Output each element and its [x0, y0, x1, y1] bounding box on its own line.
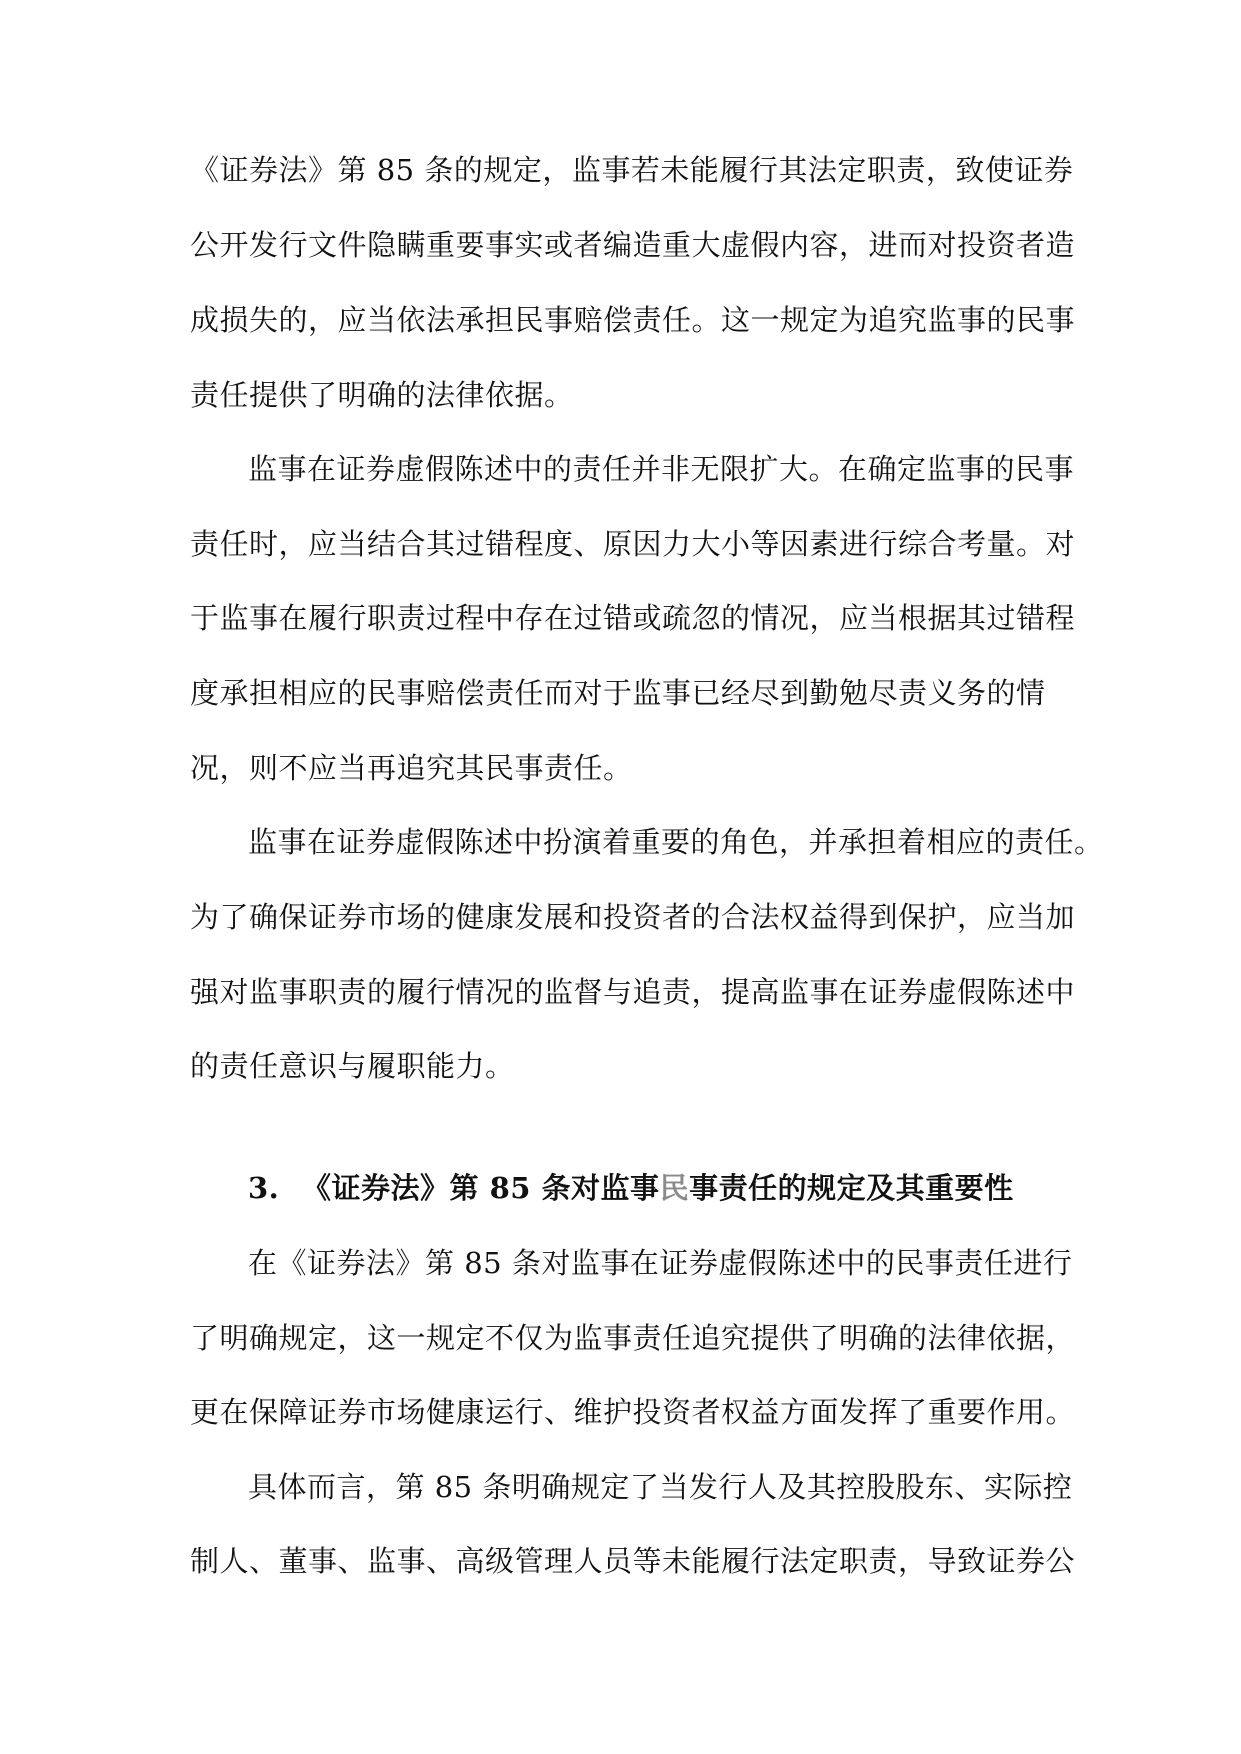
paragraph-4-line-2: 了明确规定，这一规定不仅为监事责任追究提供了明确的法律依据，: [190, 1321, 1076, 1355]
paragraph-2-line-5: 况，则不应当再追究其民事责任。: [190, 751, 633, 785]
paragraph-1-line-1: 《证券法》第 85 条的规定，监事若未能履行其法定职责，致使证券: [190, 153, 1074, 187]
paragraph-3-line-4: 的责任意识与履职能力。: [190, 1049, 515, 1083]
paragraph-2-line-4: 度承担相应的民事赔偿责任而对于监事已经尽到勤勉尽责义务的情: [190, 676, 1046, 710]
paragraph-1-line-4: 责任提供了明确的法律依据。: [190, 378, 574, 412]
paragraph-4-line-1: 在《证券法》第 85 条对监事在证券虚假陈述中的民事责任进行: [248, 1246, 1073, 1280]
paragraph-3-line-2: 为了确保证券市场的健康发展和投资者的合法权益得到保护，应当加: [190, 900, 1076, 934]
section-title-part-1: 《证券法》第 85 条对监事: [302, 1171, 660, 1205]
paragraph-1-line-2: 公开发行文件隐瞒重要事实或者编造重大虚假内容，进而对投资者造: [190, 228, 1076, 262]
paragraph-3-line-3: 强对监事职责的履行情况的监督与追责，提高监事在证券虚假陈述中: [190, 975, 1076, 1009]
paragraph-3-line-1: 监事在证券虚假陈述中扮演着重要的角色，并承担着相应的责任。: [248, 825, 1104, 859]
paragraph-4-line-3: 更在保障证券市场健康运行、维护投资者权益方面发挥了重要作用。: [190, 1395, 1076, 1429]
section-title-faded-char: 民: [659, 1171, 690, 1205]
paragraph-2-line-2: 责任时，应当结合其过错程度、原因力大小等因素进行综合考量。对: [190, 527, 1076, 561]
paragraph-1-line-3: 成损失的，应当依法承担民事赔偿责任。这一规定为追究监事的民事: [190, 303, 1076, 337]
section-number: 3.: [248, 1171, 280, 1205]
section-heading: [248, 1168, 1014, 1208]
paragraph-5-line-1: 具体而言，第 85 条明确规定了当发行人及其控股股东、实际控: [248, 1470, 1073, 1504]
paragraph-2-line-3: 于监事在履行职责过程中存在过错或疏忽的情况，应当根据其过错程: [190, 601, 1076, 635]
paragraph-5-line-2: 制人、董事、监事、高级管理人员等未能履行法定职责，导致证券公: [190, 1544, 1076, 1578]
paragraph-2-line-1: 监事在证券虚假陈述中的责任并非无限扩大。在确定监事的民事: [248, 452, 1075, 486]
section-title-part-2: 事责任的规定及其重要性: [689, 1171, 1014, 1205]
